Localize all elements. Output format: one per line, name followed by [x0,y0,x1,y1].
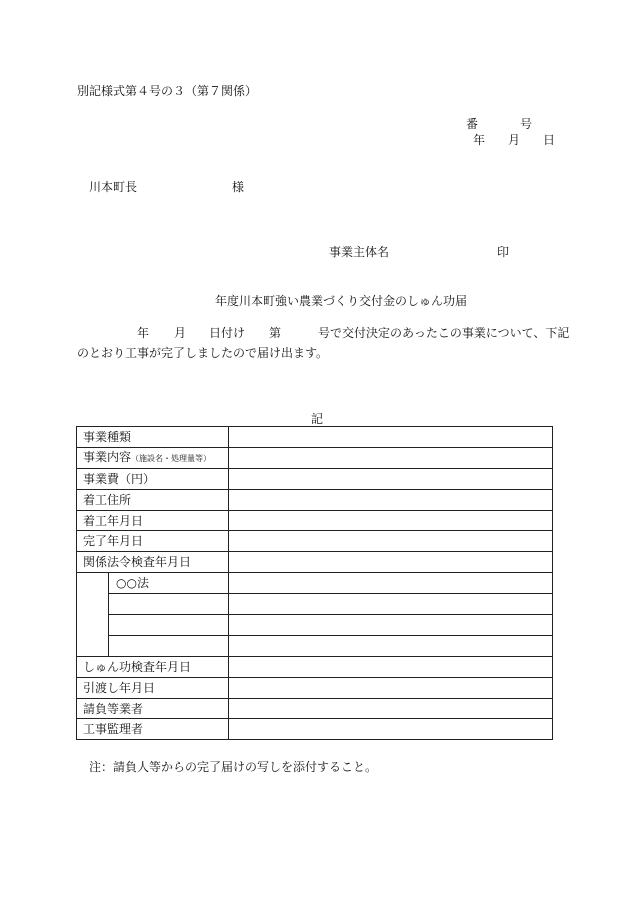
row-value-cell[interactable] [229,489,553,510]
table-row [77,552,553,573]
number-suffix: 号 [520,117,533,131]
row-label-main: 事業内容 [83,449,132,464]
row-value-cell[interactable] [229,447,553,468]
row-value-cell[interactable] [229,573,553,594]
addressee-honorific: 様 [232,180,245,194]
table-row [77,531,553,552]
table-row [77,510,553,531]
row-value-cell[interactable] [229,427,553,448]
table-row [77,719,553,740]
row-label: 関係法令検査年月日 [77,552,229,573]
row-value-cell[interactable] [229,510,553,531]
nested-indent-cell [77,573,109,657]
applicant-seal: 印 [497,245,510,259]
document-title: 年度川本町強い農業づくり交付金のしゅん功届 [215,294,468,308]
row-value-cell[interactable] [229,468,553,489]
table-row [77,489,553,510]
nested-row-label[interactable] [109,635,229,656]
applicant-label: 事業主体名 [329,245,390,259]
row-value-cell[interactable] [229,677,553,698]
body-text-line-2: のとおり工事が完了しましたので届け出ます。 [77,346,329,360]
nested-row-label[interactable] [109,594,229,615]
number-label: 番 [466,117,479,131]
body-dated: 日付け [209,326,246,340]
body-dai: 第 [269,326,282,340]
row-label: 着工年月日 [77,510,229,531]
table-row [77,677,553,698]
row-value-cell[interactable] [229,698,553,719]
table-row-nested [77,635,553,656]
table-row-nested [77,615,553,636]
row-value-cell[interactable] [229,719,553,740]
row-label: 事業種類 [77,427,229,448]
table-row [77,698,553,719]
addressee-name: 川本町長 [89,180,138,194]
row-label: 着工住所 [77,489,229,510]
row-value-cell[interactable] [229,531,553,552]
nested-row-label: ○○法 [109,573,229,594]
table-row-nested [77,594,553,615]
table-row-nested [77,573,553,594]
row-value-cell[interactable] [229,615,553,636]
row-label: 事業費（円） [77,468,229,489]
table-row [77,656,553,677]
date-day-label: 日 [543,133,556,147]
row-value-cell[interactable] [229,656,553,677]
details-table [76,426,553,740]
table-row [77,468,553,489]
row-value-cell[interactable] [229,594,553,615]
body-text-line-1 [0,326,630,340]
row-label: 完了年月日 [77,531,229,552]
row-label: 請負等業者 [77,698,229,719]
row-value-cell[interactable] [229,552,553,573]
date-month-label: 月 [508,133,521,147]
body-year: 年 [137,326,150,340]
footnote: 注：請負人等からの完了届けの写しを添付すること。 [89,760,378,774]
date-year-label: 年 [473,133,486,147]
ki-heading: 記 [311,412,324,426]
nested-row-label[interactable] [109,615,229,636]
body-rest: 号で交付決定のあったこの事業について、下記 [318,326,570,340]
body-month: 月 [174,326,187,340]
row-label [77,447,229,468]
form-number: 別記様式第４号の３（第７関係） [77,84,258,98]
table-row [77,447,553,468]
row-label: 引渡し年月日 [77,677,229,698]
table-row [77,427,553,448]
row-label: 工事監理者 [77,719,229,740]
row-label: しゅん功検査年月日 [77,656,229,677]
row-value-cell[interactable] [229,635,553,656]
row-label-sub: （施設名・処理量等） [131,453,212,463]
